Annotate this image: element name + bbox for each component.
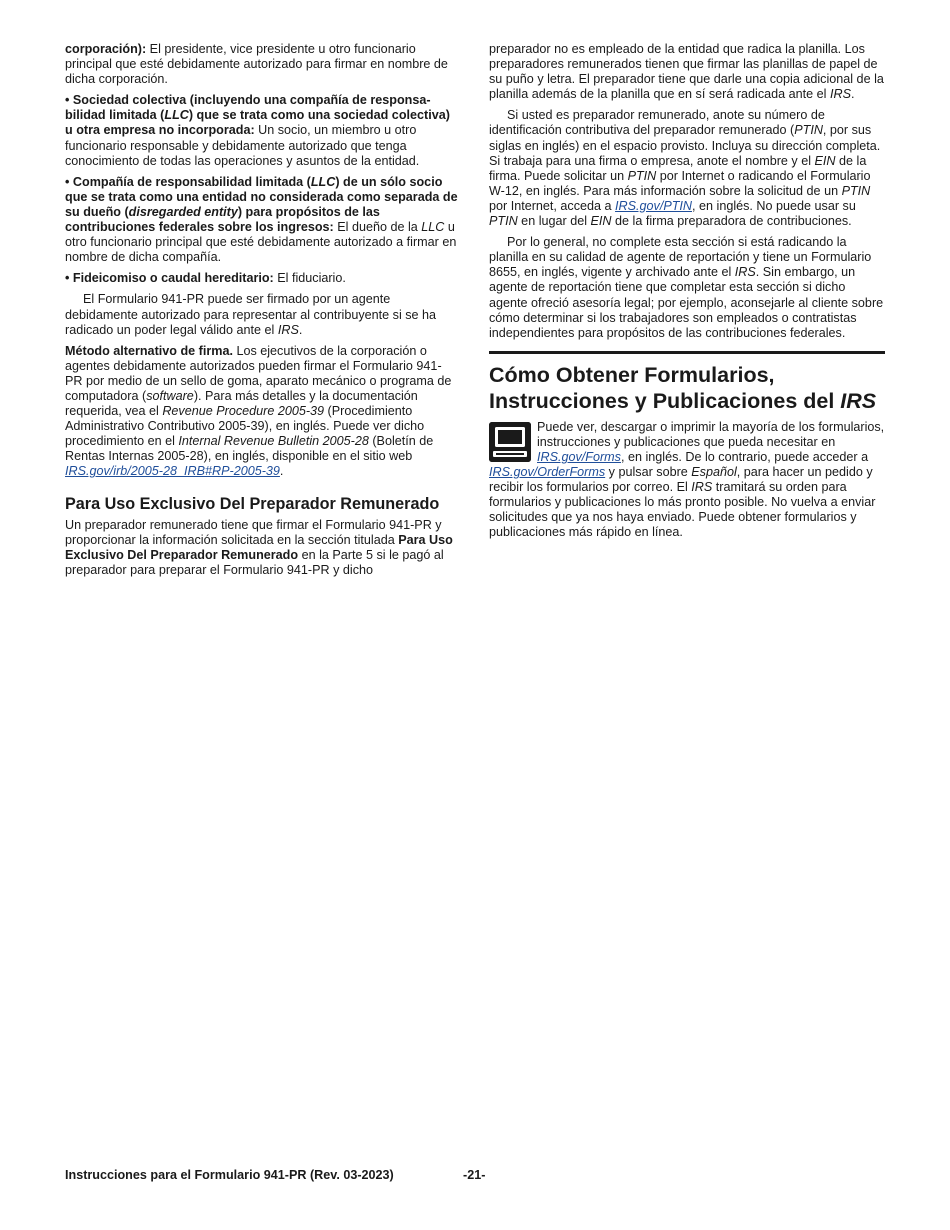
paragraph-agente-reportacion: Por lo general, no complete esta sección si está radicando la planilla en su calidad de agente de reportación y tiene un Formulario 8655, en inglés, vigente y archivado ante el IRS. Sin embargo, un agente de reportación tiene que completar esta sección si dicho agente ofreció asesoría legal; por ejemplo, aconsejarle al cliente sobre cómo determinar si los trabajadores son empleados o contratistas independientes para propósitos de las contribuciones federales.	[489, 235, 884, 340]
link-irs-forms[interactable]: IRS.gov/Forms	[537, 449, 621, 464]
paragraph-preparador-remunerado: Un preparador remunerado tiene que firmar el Formulario 941-PR y proporcionar la información solicitada en la sección titulada Para Uso Exclusivo Del Preparador Remunerado en la Parte 5 si le pagó al preparador para preparar el Formulario 941-PR y dicho	[65, 517, 453, 577]
forms-info-block	[489, 420, 885, 541]
link-ptin[interactable]: IRS.gov/PTIN	[615, 198, 693, 213]
paragraph-corporacion: corporación): El presidente, vice presidente u otro funcionario principal que esté debidamente autorizado para firmar en nombre de dicha corporación.	[65, 42, 448, 87]
paragraph-ptin: Si usted es preparador remunerado, anote su número de identificación contributiva del preparador remunerado (PTIN, por sus siglas en inglés) en el espacio provisto. Incluya su dirección completa. Si trabaja para una firma o empresa, anote el nombre y el EIN de la firma. Puede solicitar un PTIN por Internet o radicando el Formulario W-12, en inglés. Para más información sobre la solicitud de un PTIN por Internet, acceda a IRS.gov/PTIN, en inglés. No puede usar su PTIN en lugar del EIN de la firma preparadora de contribuciones.	[489, 108, 881, 229]
footer-title: Instrucciones para el Formulario 941-PR (Rev. 03-2023)	[65, 1168, 394, 1182]
paragraph-metodo-alternativo: Método alternativo de firma. Los ejecutivos de la corporación o agentes debidamente autorizados pueden firmar el Formulario 941-PR por medio de un sello de goma, aparato mecánico o programa de computadora (software). Para más detalles y la documentación requerida, vea el Revenue Procedure 2005-39 (Procedimiento Administrativo Contributivo 2005-39), en inglés. Puede ver dicho procedimiento en el Internal Revenue Bulletin 2005-28 (Boletín de Rentas Internas 2005-28), en inglés, disponible en el sitio web IRS.gov/irb/2005-28_IRB#RP-2005-39.	[65, 343, 452, 479]
link-irs-orderforms[interactable]: IRS.gov/OrderForms	[489, 465, 606, 480]
left-column	[65, 42, 459, 584]
paragraph-llc-un-socio: • Compañía de responsabilidad limitada (LLC) de un sólo socio que se trata como una entidad no considerada como separada de su dueño (disregarded entity) para propósitos de las contribuciones federales sobre los ingresos: El dueño de la LLC u otro funcionario principal que esté debidamente autorizado a firmar en nombre de dicha compañía.	[65, 174, 458, 265]
paragraph-preparador-continuacion: preparador no es empleado de la entidad que radica la planilla. Los preparadores remunerados tienen que firmar las planillas de papel de su puño y letra. El preparador tiene que darle una copia adicional de la planilla además de la planilla que en sí será radicada ante el IRS.	[489, 42, 884, 102]
paragraph-fideicomiso: • Fideicomiso o caudal hereditario: El fiduciario.	[65, 271, 346, 286]
computer-icon	[489, 422, 531, 462]
paragraph-agente-autorizado: El Formulario 941-PR puede ser firmado por un agente debidamente autorizado para representar al contribuyente si se ha radicado un poder legal válido ante el IRS.	[65, 292, 437, 337]
section-heading-preparador: Para Uso Exclusivo Del Preparador Remunerado	[65, 494, 440, 513]
right-column	[489, 42, 885, 547]
link-rp-2005-39[interactable]: IRS.gov/irb/2005-28_IRB#RP-2005-39	[65, 464, 280, 479]
section-heading-como-obtener: Cómo Obtener Formularios, Instrucciones y Publicaciones del IRS	[489, 362, 877, 413]
page-number: -21-	[463, 1168, 486, 1182]
section-divider	[489, 351, 885, 354]
paragraph-sociedad-colectiva: • Sociedad colectiva (incluyendo una compañía de responsabilidad limitada (LLC) que se trata como una sociedad colectiva) u otra empresa no incorporada: Un socio, un miembro u otro funcionario responsable y debidamente autorizado que tenga conocimiento de todas las operaciones y asuntos de la entidad.	[65, 93, 450, 168]
paragraph-obtener-formularios: Puede ver, descargar o imprimir la mayoría de los formularios, instrucciones y publicaciones que pueda necesitar en IRS.gov/Forms, en inglés. De lo contrario, puede acceder a IRS.gov/OrderForms y pulsar sobre Español, para hacer un pedido y recibir los formularios por correo. El IRS tramitará su orden para formularios y publicaciones lo más pronto posible. No vuelva a enviar solicitudes que ya nos haya enviado. Puede obtener formularios y publicaciones más rápido en línea.	[489, 419, 885, 540]
